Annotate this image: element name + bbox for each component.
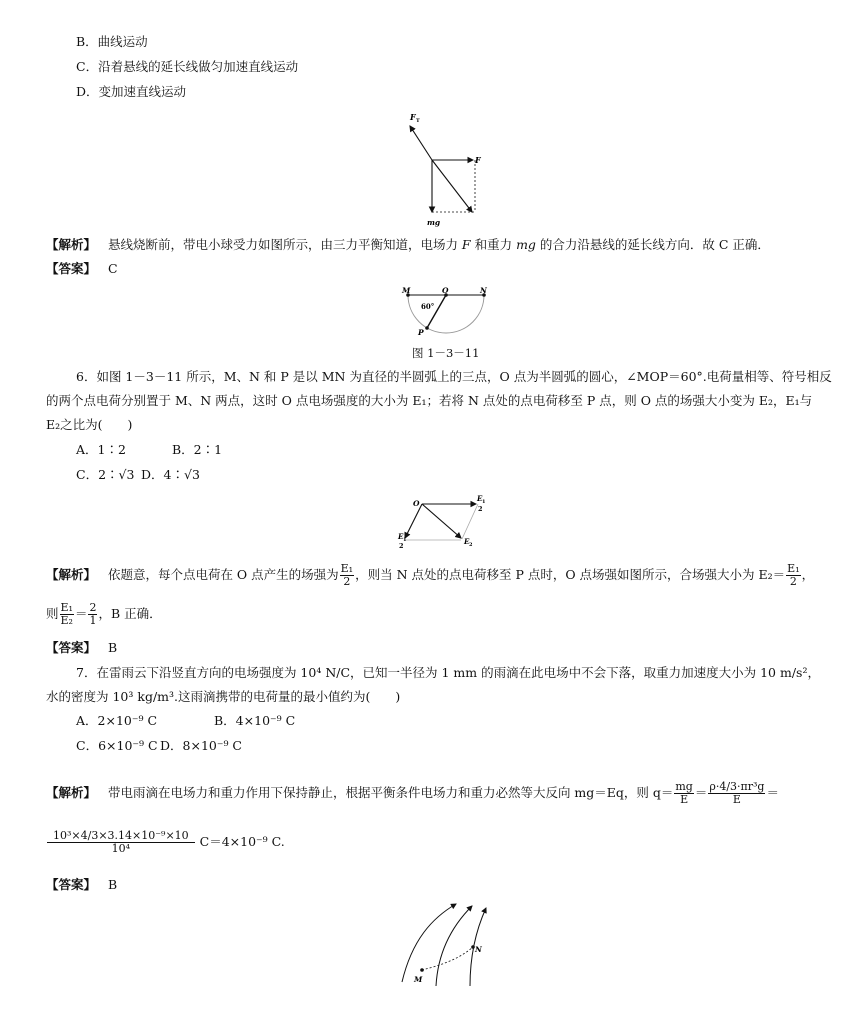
label-m2: M xyxy=(414,975,423,984)
force-diagram xyxy=(395,108,505,228)
q6-option-b: B．2∶1 xyxy=(172,442,223,457)
svg-text:2: 2 xyxy=(399,542,404,550)
semicircle-diagram xyxy=(398,285,498,345)
label-o2: O xyxy=(413,499,420,508)
label-f: F xyxy=(475,155,481,165)
svg-text:1: 1 xyxy=(482,499,486,505)
q6-line3: E₂之比为( ) xyxy=(46,417,133,432)
label-n2: N xyxy=(475,945,482,954)
figure-caption: 图 1－3－11 xyxy=(412,346,480,360)
q6-analysis: 【解析】 依题意，每个点电荷在 O 点产生的场强为 $\frac{\text{E₁}}{2}$ ，则当 N 点处的点电荷移至 P 点时，O 点场强如图所示，合场强大小为 E₂＝ $\frac{\text{E₁}}{2}$ ， xyxy=(46,562,815,588)
q7-option-b: B．4×10⁻⁹ C xyxy=(214,713,296,728)
q7-analysis-2: $\frac{\text{10³×4/3×3.14×10⁻⁹×10}}{\text{10⁴}}$ C＝4×10⁻⁹ C. xyxy=(46,830,285,855)
q7-option-d: D．8×10⁻⁹ C xyxy=(160,738,243,753)
q6-option-c: C．2∶√3 xyxy=(76,467,135,482)
q7-line2: 水的密度为 10³ kg/m³.这雨滴携带的电荷量的最小值约为( ) xyxy=(46,689,401,704)
q7-option-a: A．2×10⁻⁹ C xyxy=(76,713,158,728)
field-lines-diagram xyxy=(398,900,498,995)
q6-line2: 的两个点电荷分别置于 M、N 两点，这时 O 点电场强度的大小为 E₁；若将 N 点处的点电荷移至 P 点，则 O 点的场强大小变为 E₂，E₁与 xyxy=(46,393,813,408)
label-o: O xyxy=(442,286,449,295)
q7-line1: 7．在雷雨云下沿竖直方向的电场强度为 10⁴ N/C，已知一半径为 1 mm 的雨滴在此电场中不会下落，取重力加速度大小为 10 m/s²， xyxy=(76,665,820,680)
label-mg: mg xyxy=(427,218,441,227)
q5-analysis: 【解析】 悬线烧断前，带电小球受力如图所示，由三力平衡知道，电场力 F 和重力 mg 的合力沿悬线的延长线方向．故 C 正确． xyxy=(46,237,770,252)
q5-answer: 【答案】 C xyxy=(46,261,118,276)
label-m: M xyxy=(402,286,411,295)
q7-answer: 【答案】 B xyxy=(46,877,118,892)
q6-line1: 6．如图 1－3－11 所示，M、N 和 P 是以 MN 为直径的半圆弧上的三点，O 点为半圆弧的圆心，∠MOP＝60°.电荷量相等、符号相反 xyxy=(76,369,832,384)
svg-text:1: 1 xyxy=(403,537,407,543)
option-b: B．曲线运动 xyxy=(76,34,148,49)
svg-text:E: E xyxy=(398,532,404,541)
option-d: D．变加速直线运动 xyxy=(76,84,187,99)
label-p: P xyxy=(418,328,424,337)
label-ft: F xyxy=(410,112,416,122)
q6-option-a: A．1∶2 xyxy=(76,442,126,457)
svg-text:2: 2 xyxy=(478,505,483,513)
svg-text:2: 2 xyxy=(469,542,473,548)
svg-text:E: E xyxy=(477,494,483,503)
option-c: C．沿着悬线的延长线做匀加速直线运动 xyxy=(76,59,299,74)
q6-analysis-2: 则 $\frac{\text{E₁}}{\text{E₂}}$ ＝ $\frac{2}{1}$ ，B 正确． xyxy=(46,601,162,627)
q6-option-d: D．4∶√3 xyxy=(141,467,200,482)
q6-answer: 【答案】 B xyxy=(46,640,118,655)
label-ft-sub: T xyxy=(416,118,420,124)
parallelogram-diagram xyxy=(392,492,502,552)
svg-text:E: E xyxy=(464,537,470,546)
q7-option-c: C．6×10⁻⁹ C xyxy=(76,738,158,753)
label-angle: 60° xyxy=(421,302,435,311)
q7-analysis: 【解析】 带电雨滴在电场力和重力作用下保持静止，根据平衡条件电场力和重力必然等大反向 mg＝Eq，则 q＝ $\frac{mg}{E}$ ＝ $\frac{\text{ρ·4/3·πr³g}}{E}$ ＝ xyxy=(46,780,779,806)
label-n: N xyxy=(480,286,487,295)
resultant-arrow xyxy=(432,160,472,212)
tension-arrow xyxy=(410,126,432,160)
